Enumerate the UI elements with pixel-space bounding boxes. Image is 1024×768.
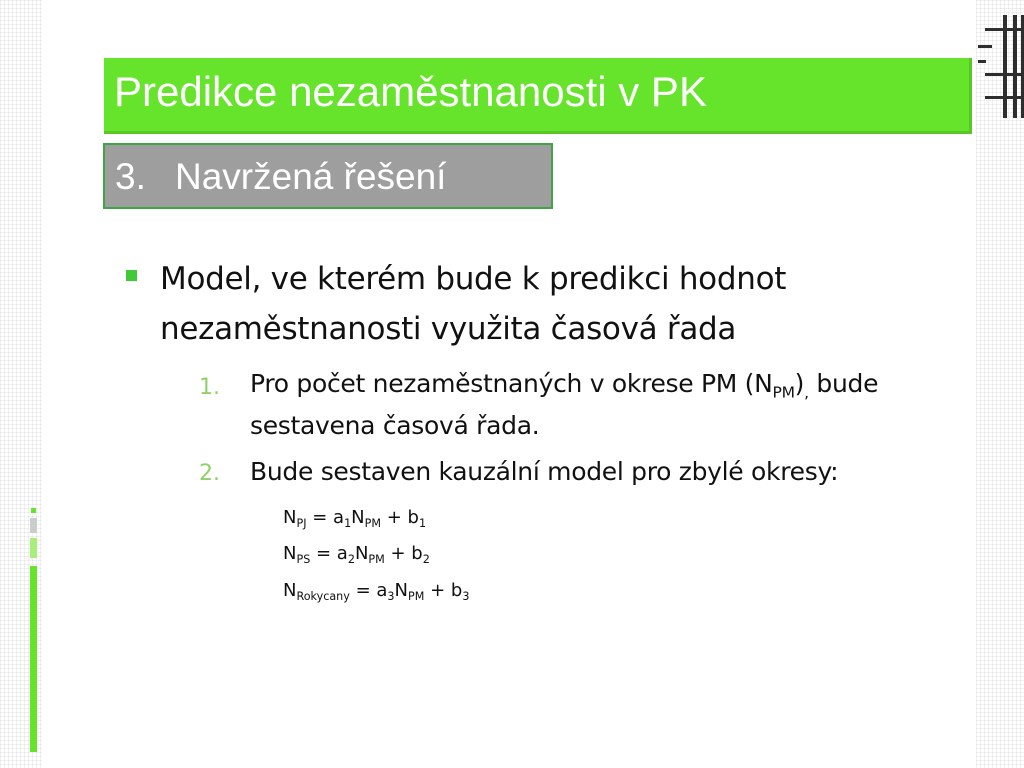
decoration-bar [985, 73, 1024, 76]
accent-block [31, 508, 36, 513]
equation: $N_{PS} = a_2N_{PM} + b_2$ [283, 543, 430, 566]
accent-block [30, 538, 37, 558]
accent-block [30, 566, 37, 752]
title-bar [104, 58, 972, 134]
equation: $N_{PJ} = a_1N_{PM} + b_1$ [283, 507, 427, 530]
bullet-text-line: nezaměstnanosti využita časová řada [160, 311, 737, 347]
bullet-text-line: Model, ve kterém bude k predikci hodnot [160, 261, 787, 297]
decoration-bar [985, 96, 1024, 99]
list-number: 1. [199, 375, 220, 400]
subtitle-box [103, 143, 553, 209]
slide-subtitle: Navržená řešení [175, 156, 447, 197]
decoration-bar [985, 28, 1024, 31]
slide-title: Predikce nezaměstnanosti v PK [114, 68, 707, 115]
equation: $N_{Rokycany} = a_3N_{PM} + b_3$ [283, 580, 470, 603]
list-item-text: Bude sestaven kauzální model pro zbylé okresy: [250, 457, 839, 486]
list-number: 2. [199, 461, 220, 486]
bullet-square-icon [126, 270, 137, 281]
accent-block [30, 518, 37, 533]
list-item-text: sestavena časová řada. [250, 411, 540, 440]
decoration-tick [978, 60, 986, 63]
decoration-tick [978, 45, 992, 48]
subtitle-number: 3. [115, 156, 146, 197]
list-item-text: Pro počet nezaměstnaných v okrese PM $(N_{PM})_,$ bude [250, 369, 879, 402]
